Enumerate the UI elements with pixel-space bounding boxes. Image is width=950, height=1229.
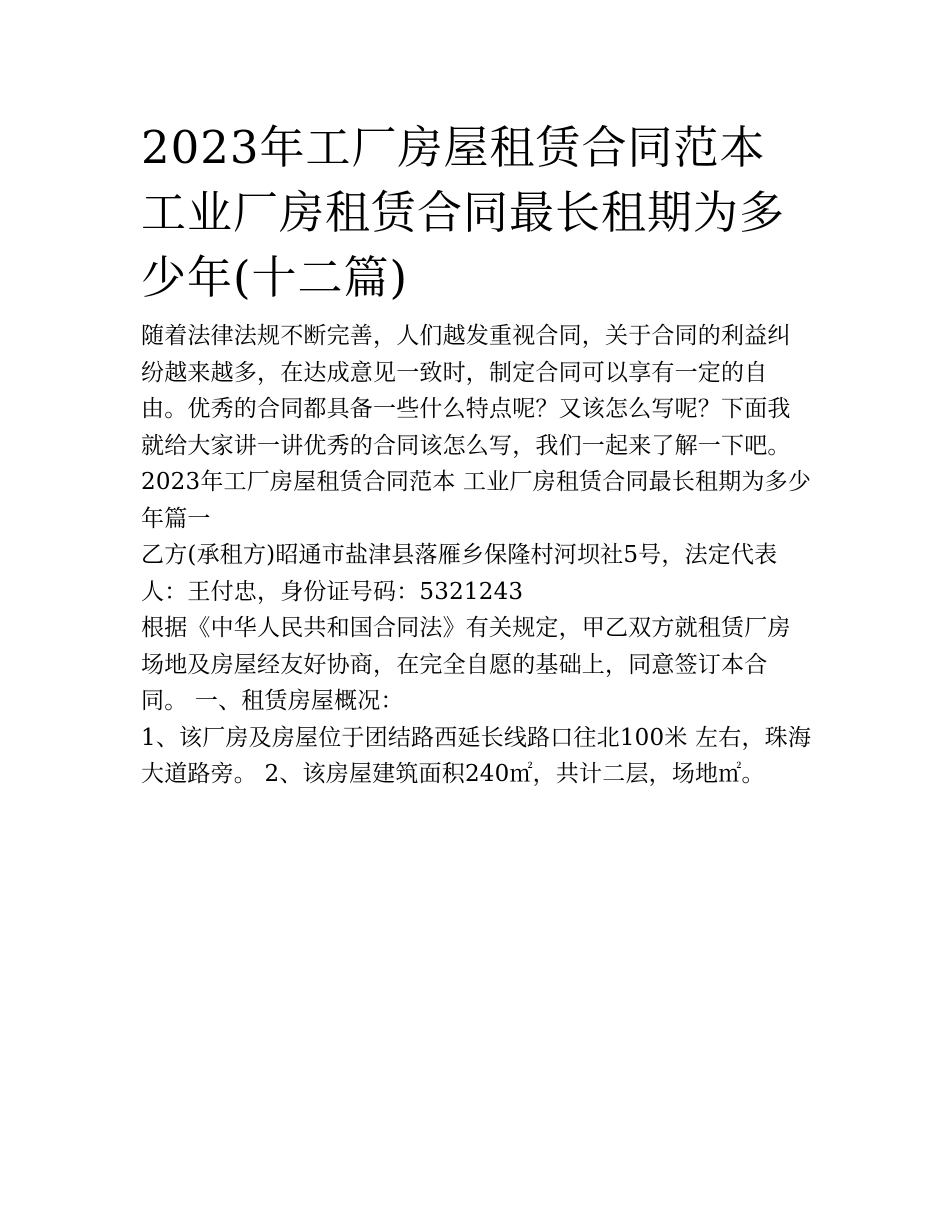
party-b-paragraph: 乙方(承租方)昭通市盐津县落雁乡保隆村河坝社5号，法定代表人：王付忠，身份证号码：5321243	[141, 542, 778, 605]
document-title: 2023年工厂房屋租赁合同范本 工业厂房租赁合同最长租期为多少年(十二篇)	[141, 121, 786, 304]
basis-paragraph: 根据《中华人民共和国合同法》有关规定，甲乙双方就租赁厂房场地及房屋经友好协商，在完全自愿的基础上，同意签订本合同。 一、租赁房屋概况：	[141, 615, 791, 714]
intro-paragraph: 随着法律法规不断完善，人们越发重视合同，关于合同的利益纠纷越来越多，在达成意见一致时，制定合同可以享有一定的自由。优秀的合同都具备一些什么特点呢？又该怎么写呢？下面我就给大家讲一讲优秀的合同该怎么写，我们一起来了解一下吧。	[141, 323, 791, 459]
property-paragraph: 1、该厂房及房屋位于团结路西延长线路口往北100米 左右，珠海大道路旁。 2、该房屋建筑面积240㎡，共计二层，场地㎡。	[141, 724, 812, 787]
document-page	[141, 115, 813, 793]
section-heading-1: 2023年工厂房屋租赁合同范本 工业厂房租赁合同最长租期为多少年篇一	[141, 469, 812, 532]
